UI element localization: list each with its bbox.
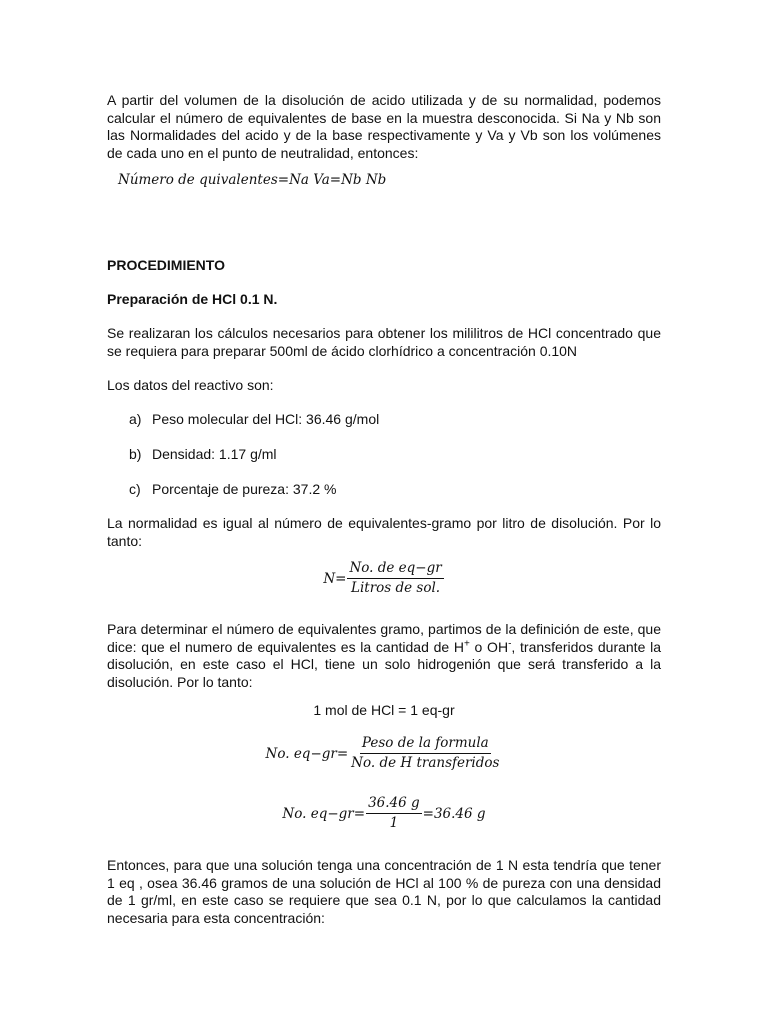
list-marker: a)	[129, 411, 142, 427]
fraction-numerator: 36.46 g	[366, 795, 422, 814]
section-subheading: Preparación de HCl 0.1 N.	[107, 291, 278, 307]
fraction-denominator: Litros de sol.	[351, 580, 441, 596]
fraction	[349, 735, 501, 772]
closing-paragraph: Entonces, para que una solución tenga una concentración de 1 N esta tendría que tener 1 eq , osea 36.46 gramos de una solución de HCl al 100 % de pureza con una densidad de 1 gr/ml, en este caso se requiere que sea 0.1 N, por lo que calculamos la cantidad necesaria para esta concentración:	[107, 857, 661, 926]
normality-equation	[107, 560, 661, 597]
equivalents-equation: Número de quivalentes=Na Va=Nb Nb	[118, 172, 387, 188]
paragraph-text: o OH	[469, 638, 509, 655]
reagent-intro: Los datos del reactivo son:	[107, 377, 274, 393]
list-item-text: Densidad: 1.17 g/ml	[152, 446, 277, 462]
intro-paragraph: A partir del volumen de la disolución de acido utilizada y de su normalidad, podemos calcular el número de equivalentes de base en la muestra desconocida. Si Na y Nb son las Normalidades del acido y de la base respectivamente y Va y Vb son los volúmenes de cada uno en el punto de neutralidad, entonces:	[107, 92, 661, 161]
paragraph-text: , transferidos durante la disolución, en este caso el HCl, tiene un solo hidrogenión que será transferido a la disolución. Por lo tanto:	[107, 638, 661, 690]
superscript: -	[508, 637, 512, 649]
normality-paragraph: La normalidad es igual al número de equivalentes-gramo por litro de disolución. Por lo tanto:	[107, 515, 661, 549]
fraction-denominator: 1	[389, 815, 399, 831]
paragraph-text: Para determinar el número de equivalentes gramo, partimos de la definición de este, que dice: que el numero de equivalentes es la cantidad de H	[107, 621, 661, 655]
fraction	[366, 795, 422, 832]
list-item-text: Porcentaje de pureza: 37.2 %	[152, 481, 337, 497]
equivalent-weight-equation	[107, 735, 661, 772]
superscript: +	[463, 637, 470, 649]
equation-rhs: =36.46 g	[422, 805, 486, 822]
list-marker: b)	[129, 446, 142, 462]
list-item	[129, 481, 649, 497]
mol-equivalence-line: 1 mol de HCl = 1 eq-gr	[313, 702, 455, 718]
list-marker: c)	[129, 481, 141, 497]
fraction-denominator: No. de H transferidos	[351, 755, 500, 771]
fraction-numerator: No. de eq−gr	[347, 560, 443, 579]
equation-lhs: N=	[323, 570, 347, 587]
fraction	[347, 560, 443, 597]
equation-lhs: No. eq−gr=	[265, 745, 349, 762]
equivalents-paragraph	[107, 621, 661, 691]
equivalent-weight-calculation	[107, 795, 661, 832]
list-item	[129, 446, 649, 462]
section-heading: PROCEDIMIENTO	[107, 257, 225, 273]
fraction-numerator: Peso de la formula	[360, 735, 491, 754]
equation-lhs: No. eq−gr=	[282, 805, 366, 822]
list-item	[129, 411, 649, 427]
list-item-text: Peso molecular del HCl: 36.46 g/mol	[152, 411, 380, 427]
calc-paragraph: Se realizaran los cálculos necesarios para obtener los mililitros de HCl concentrado que se requiera para preparar 500ml de ácido clorhídrico a concentración 0.10N	[107, 325, 661, 359]
